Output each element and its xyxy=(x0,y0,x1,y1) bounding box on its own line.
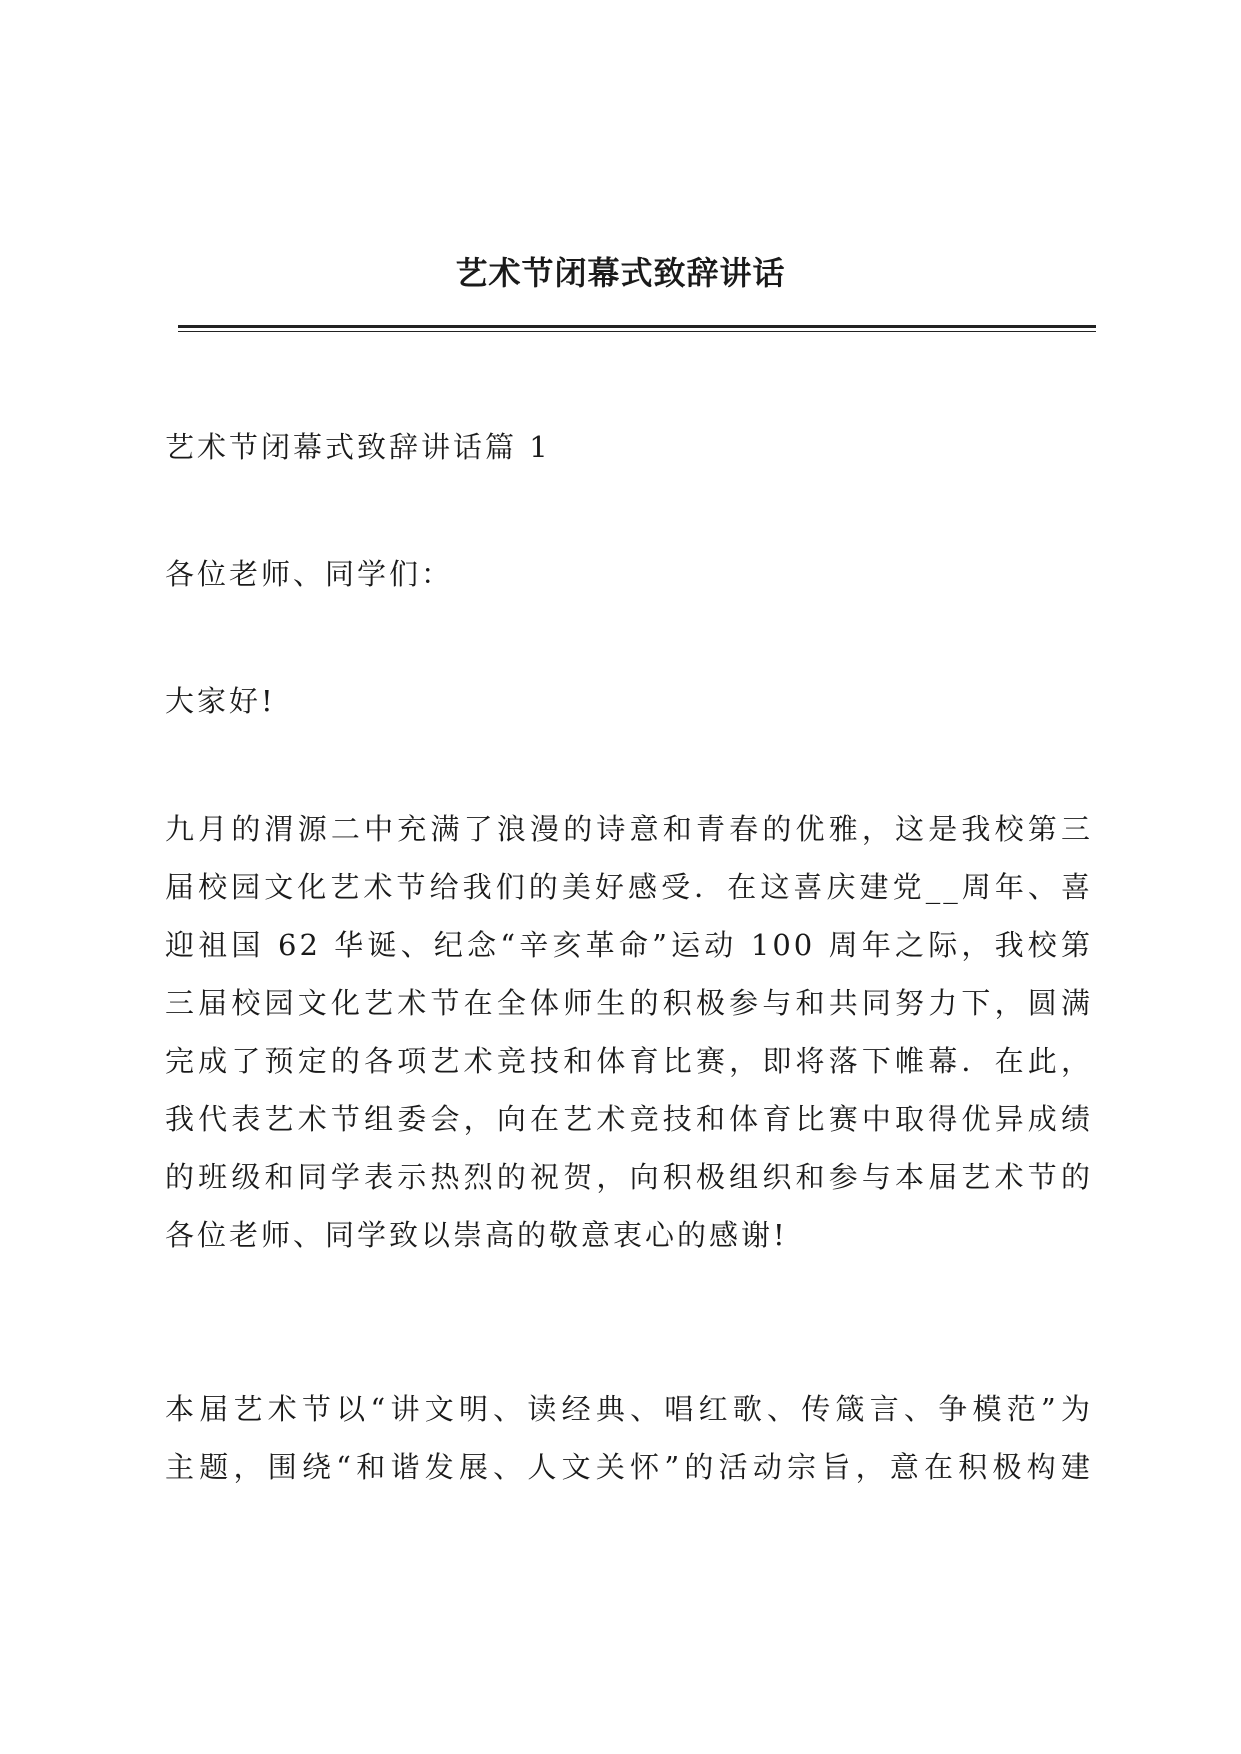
salutation-text: 各位老师、同学们： xyxy=(165,557,454,591)
title-rule-thick xyxy=(178,325,1096,328)
section-heading-text: 艺术节闭幕式致辞讲话篇 1 xyxy=(165,430,551,464)
paragraph-2-line: 本届艺术节以“讲文明、读经典、唱红歌、传箴言、争模范”为 xyxy=(165,1392,1093,1426)
document-title: 艺术节闭幕式致辞讲话 xyxy=(455,254,786,292)
paragraph-2-line: 主题，围绕“和谐发展、人文关怀”的活动宗旨，意在积极构建 xyxy=(165,1450,1093,1484)
paragraph-1-line: 各位老师、同学致以崇高的敬意衷心的感谢! xyxy=(165,1218,788,1252)
salutation xyxy=(165,545,1093,603)
title-rule-thin xyxy=(178,331,1096,332)
paragraph-1-line: 届校园文化艺术节给我们的美好感受．在这喜庆建党__周年、喜 xyxy=(165,870,1093,904)
section-heading xyxy=(165,418,1093,476)
paragraph-2 xyxy=(165,1380,1093,1496)
paragraph-1-line: 三届校园文化艺术节在全体师生的积极参与和共同努力下，圆满 xyxy=(165,986,1093,1020)
paragraph-1-line: 我代表艺术节组委会，向在艺术竞技和体育比赛中取得优异成绩 xyxy=(165,1102,1093,1136)
paragraph-1-line: 九月的渭源二中充满了浪漫的诗意和青春的优雅，这是我校第三 xyxy=(165,812,1093,846)
paragraph-1-line: 完成了预定的各项艺术竞技和体育比赛，即将落下帷幕．在此， xyxy=(165,1044,1093,1078)
paragraph-1-line: 迎祖国 62 华诞、纪念“辛亥革命”运动 100 周年之际，我校第 xyxy=(165,928,1093,962)
paragraph-1-line: 的班级和同学表示热烈的祝贺，向积极组织和参与本届艺术节的 xyxy=(165,1160,1093,1194)
paragraph-1 xyxy=(165,800,1093,1264)
greeting-text: 大家好! xyxy=(165,684,276,718)
greeting xyxy=(165,672,1093,730)
